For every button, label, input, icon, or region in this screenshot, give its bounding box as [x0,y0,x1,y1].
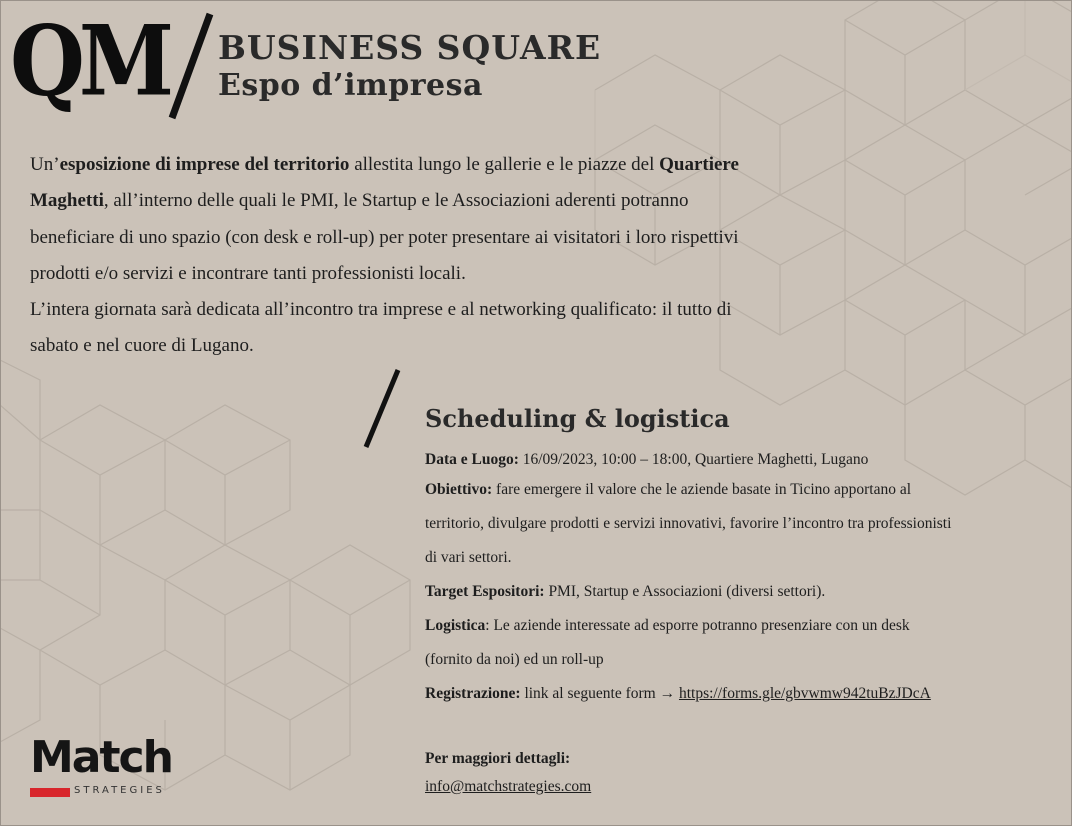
arrow-right-icon: → [659,685,676,702]
detail-target: Target Espositori: PMI, Startup e Associazioni (diversi settori). [425,583,826,600]
subtitle-espo-impresa: Espo d’impresa [218,68,483,103]
logo-accent-bar [30,788,70,797]
title-business-square: BUSINESS SQUARE [218,28,602,67]
logo-tagline: STRATEGIES [74,785,165,796]
detail-logistics-cont: (fornito da noi) ed un roll-up [425,651,604,668]
section-slash-divider [358,367,408,452]
contact-block [425,745,591,801]
contact-label: Per maggiori dettagli: [425,750,571,767]
qm-logo: QM [10,5,169,119]
detail-objective: Obiettivo: fare emergere il valore che le aziende basate in Ticino apportano al [425,481,912,498]
section-title-scheduling: Scheduling & logistica [425,404,730,433]
detail-registration: Registrazione: link al seguente form → https://forms.gle/gbvwmw942tuBzJDcA [425,685,931,702]
intro-paragraph-2: L’intera giornata sarà dedicata all’incontro tra imprese e al networking qualificato: il tutto di sabato e nel cuore di Lugano. [30,299,732,357]
detail-objective-cont: di vari settori. [425,549,512,566]
detail-logistics: Logistica: Le aziende interessate ad esporre potranno presenziare con un desk [425,617,910,634]
registration-form-link[interactable]: https://forms.gle/gbvwmw942tuBzJDcA [678,685,931,702]
logo-wordmark: Match [30,732,172,783]
header-slash-divider [160,10,220,125]
intro-paragraph-1: Un’esposizione di imprese del territorio allestita lungo le gallerie e le piazze del Quartiere Maghetti, all’interno delle quali le PMI, le Startup e le Associazioni aderenti potranno beneficiare di uno spazio (con desk e roll-up) per poter presentare ai visitatori i loro rispettivi prodotti e/o servizi e incontrare tanti professionisti locali. [30,154,739,284]
intro-text [30,147,750,365]
detail-objective-cont: territorio, divulgare prodotti e servizi innovativi, favorire l’incontro tra professionisti [425,515,952,532]
contact-email-link[interactable]: info@matchstrategies.com [425,778,592,795]
detail-date-place: Data e Luogo: 16/09/2023, 10:00 – 18:00, Quartiere Maghetti, Lugano [425,451,869,468]
match-strategies-logo [30,732,200,800]
schedule-details [425,447,1025,711]
